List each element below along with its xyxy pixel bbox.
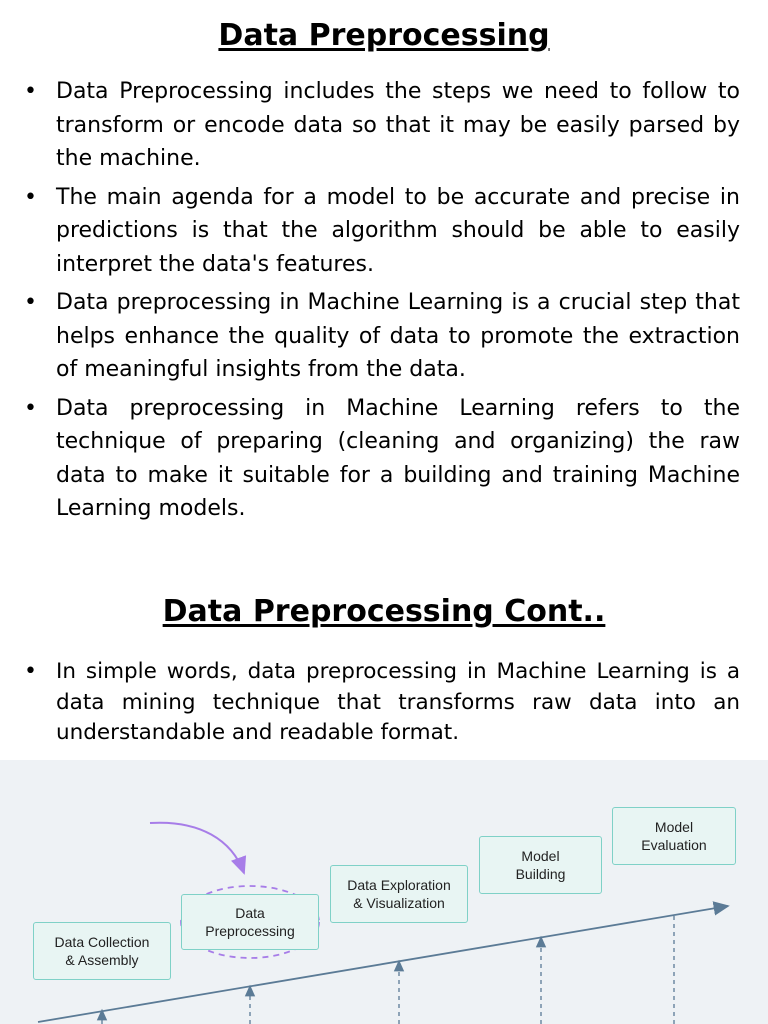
bullet-text: Data Preprocessing includes the steps we need to follow to transform or encode data so that it may be easily parsed by the machine. [56, 79, 740, 171]
bullet-text: The main agenda for a model to be accurate and precise in predictions is that the algorithm should be able to easily interpret the data's features. [56, 184, 740, 277]
list-item [0, 392, 768, 526]
bullet-icon: • [24, 184, 37, 210]
step-data-preprocessing: Data Preprocessing [181, 894, 319, 950]
list-item [0, 75, 768, 176]
step-data-exploration: Data Exploration & Visualization [330, 865, 468, 923]
ml-pipeline-diagram [0, 760, 768, 1024]
bullet-text: Data preprocessing in Machine Learning is a crucial step that helps enhance the quality of data to promote the extraction of meaningful insights from the data. [56, 290, 740, 382]
step-model-building: Model Building [479, 836, 602, 894]
bullet-text: Data preprocessing in Machine Learning refers to the technique of preparing (cleaning and organizing) the raw data to make it suitable for a building and training Machine Learning models. [56, 395, 740, 521]
bullet-list [0, 657, 768, 754]
bullet-icon: • [24, 79, 37, 104]
bullet-icon: • [24, 290, 37, 315]
highlight-arrow-icon [150, 823, 244, 873]
bullet-list [0, 75, 768, 531]
bullet-text: In simple words, data preprocessing in Machine Learning is a data mining technique that transforms raw data into an understandable and readable format. [56, 659, 740, 745]
bullet-icon: • [24, 395, 37, 421]
page-title: Data Preprocessing [218, 18, 550, 53]
section-title: Data Preprocessing Cont.. [162, 594, 606, 629]
step-data-collection: Data Collection & Assembly [33, 922, 171, 980]
list-item [0, 286, 768, 387]
list-item [0, 181, 768, 282]
list-item [0, 657, 768, 749]
step-model-evaluation: Model Evaluation [612, 807, 736, 865]
bullet-icon: • [24, 659, 37, 684]
